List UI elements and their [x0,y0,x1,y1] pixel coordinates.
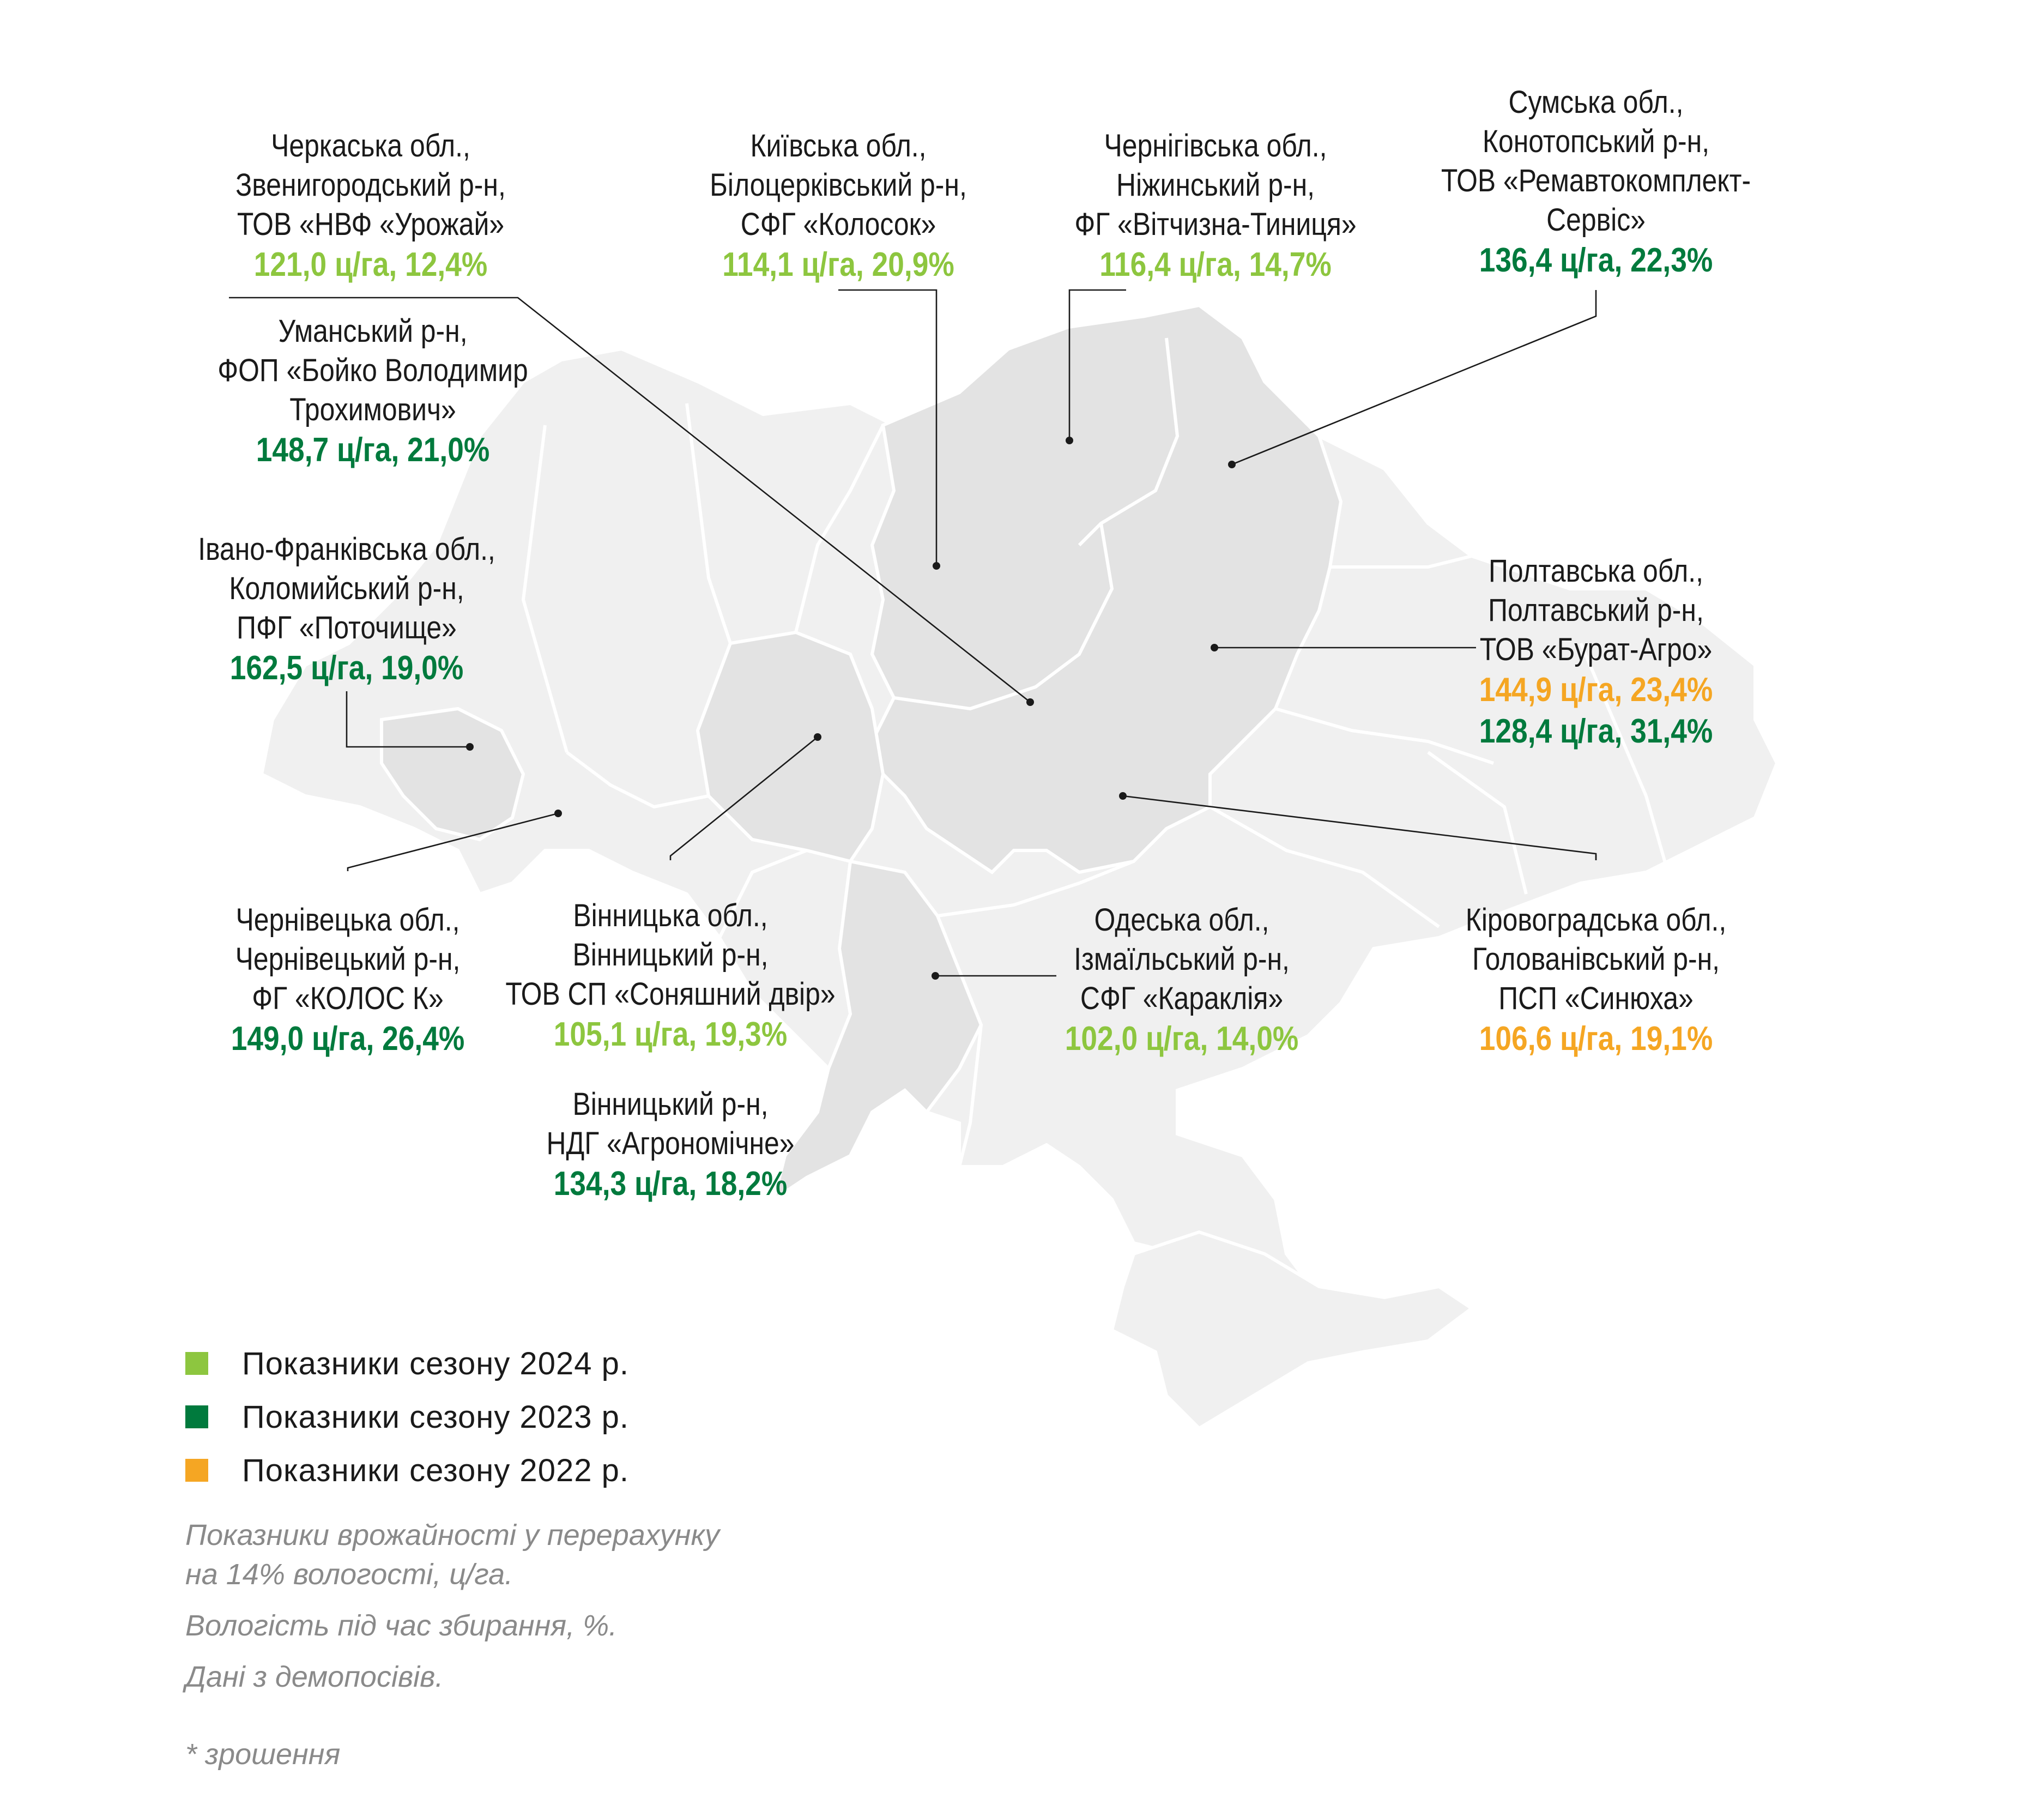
dot-ivano-frankivsk [466,743,474,751]
callout-line: ФГ «КОЛОС К» [252,981,444,1016]
legend-item-2024 [185,1337,629,1390]
callout-line: Сервіс» [1546,202,1646,238]
callout-vinnytsia [479,896,862,1055]
callout-value: 144,9 ц/га, 23,4% [1479,671,1713,709]
callout-line: Чернівецька обл., [235,902,460,938]
callout-line: Чернігівська обл., [1104,128,1327,164]
dot-kyiv [933,562,940,570]
callout-line: Київська обл., [750,128,927,164]
callout-line: Полтавський р-н, [1488,593,1704,628]
callout-line: Білоцерківський р-н, [710,167,967,203]
dot-chernivtsi [554,810,562,817]
note-yield-line1: Показники врожайності у перерахунку [185,1519,719,1552]
dot-poltava [1211,644,1218,651]
callout-line: Ніжинський р-н, [1116,167,1315,203]
callout-line: ПСП «Синюха» [1498,981,1694,1016]
callout-line: Ізмаїльський р-н, [1074,941,1290,977]
callout-line: Одеська обл., [1094,902,1269,938]
callout-value: 162,5 ц/га, 19,0% [229,649,464,687]
callout-line: Івано-Франківська обл., [198,532,495,567]
callout-odesa [1046,901,1317,1060]
callout-line: Вінницький р-н, [572,1086,769,1122]
footnote-irrigation: * зрошення [185,1738,341,1771]
callout-value: 121,0 ц/га, 12,4% [253,246,488,283]
callout-value: 149,0 ц/га, 26,4% [231,1020,465,1058]
callout-kirovohrad [1444,901,1747,1060]
callout-line: Чернівецький р-н, [235,941,461,977]
callout-value: 116,4 ц/га, 14,7% [1099,246,1332,283]
callout-value: 114,1 ц/га, 20,9% [722,246,954,283]
callout-line: СФГ «Колосок» [740,207,936,242]
callout-line: Сумська обл., [1508,84,1684,120]
callout-chernivtsi [212,901,483,1060]
callout-line: Кіровоградська обл., [1465,902,1727,938]
callout-value: 105,1 ц/га, 19,3% [553,1016,788,1053]
callout-line: Коломийський р-н, [229,571,464,606]
callout-line: Черкаська обл., [271,128,470,164]
legend-swatch-2022 [185,1459,208,1482]
note-yield-line2: на 14% вологості, ц/га. [185,1558,513,1591]
callout-ivano-frankivsk [174,530,519,689]
callout-line: Уманський р-н, [278,313,468,349]
note-yield [185,1516,719,1594]
notes [185,1516,719,1786]
callout-sumy [1416,83,1776,281]
legend-label: Показники сезону 2024 р. [242,1345,629,1381]
callout-line: ТОВ «Ремавтокомплект- [1441,163,1751,198]
callout-line: Трохимович» [289,392,456,427]
callout-value: 134,3 ц/га, 18,2% [553,1165,788,1203]
legend-item-2023 [185,1390,629,1444]
callout-value: 148,7 ц/га, 21,0% [256,431,490,469]
callout-line: ТОВ СП «Соняшний двір» [505,976,836,1012]
legend-label: Показники сезону 2022 р. [242,1452,629,1488]
callout-line: ФОП «Бойко Володимир [217,353,528,388]
dot-chernihiv [1066,437,1073,444]
legend [185,1337,629,1497]
callout-line: Голованівський р-н, [1472,941,1720,977]
callout-line: ТОВ «НВФ «Урожай» [237,207,505,242]
note-demo: Дані з демопосівів. [185,1661,444,1693]
legend-item-2022 [185,1444,629,1497]
legend-swatch-2023 [185,1405,208,1428]
callout-line: Звенигородський р-н, [235,167,506,203]
callout-line: Вінницька обл., [573,898,768,933]
callout-value: 102,0 ц/га, 14,0% [1065,1020,1299,1058]
callout-line: Вінницький р-н, [572,937,769,973]
callout-line: ПФГ «Поточище» [237,610,457,645]
callout-line: ТОВ «Бурат-Агро» [1479,632,1713,667]
legend-label: Показники сезону 2023 р. [242,1399,629,1435]
callout-cherkasy [214,126,528,286]
callout-value: 136,4 ц/га, 22,3% [1479,242,1713,279]
dot-odesa [932,972,939,980]
dot-kirovohrad [1119,792,1127,800]
callout-line: Конотопський р-н, [1482,124,1710,159]
dot-sumy [1228,461,1236,468]
callout-line: СФГ «Караклія» [1080,981,1284,1016]
callout-kyiv [689,126,988,286]
callout-poltava [1460,552,1732,752]
callout-uman [192,312,553,471]
callout-chernihiv [1051,126,1379,286]
callout-line: НДГ «Агрономічне» [546,1126,795,1161]
dot-vinnytsia [814,733,821,741]
note-moisture: Вологість під час збирання, %. [185,1609,618,1642]
callout-line: Полтавська обл., [1489,553,1703,589]
callout-line: ФГ «Вітчизна-Тиниця» [1074,207,1357,242]
callout-vinnytsia-agronomichne [526,1085,814,1205]
dot-cherkasy [1026,698,1034,706]
callout-value-secondary: 128,4 ц/га, 31,4% [1479,713,1713,750]
callout-value: 106,6 ц/га, 19,1% [1479,1020,1713,1058]
legend-swatch-2024 [185,1352,208,1375]
